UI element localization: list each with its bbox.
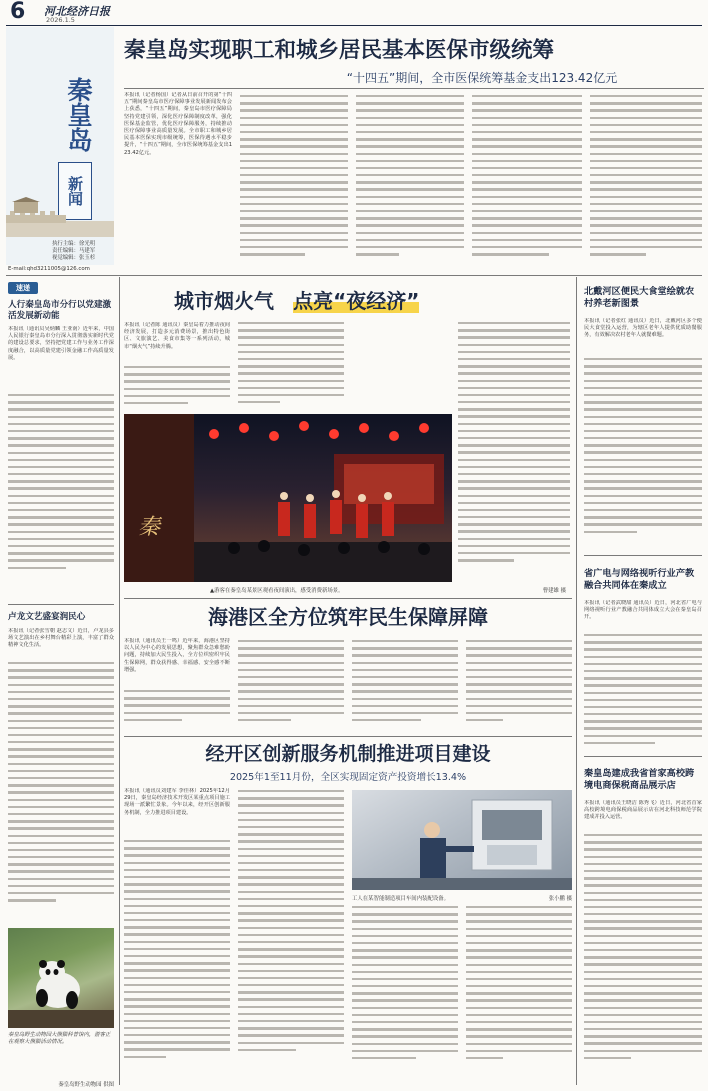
- night-market-credit: 曹建雄 摄: [542, 588, 566, 594]
- brief-1-body: [8, 326, 114, 390]
- feature-headline-plain: 城市烟火气: [174, 289, 274, 313]
- section-category-title: 新闻: [58, 162, 92, 220]
- visual-editor: 视觉编辑：张玉杉: [52, 255, 96, 261]
- paper-name: 河北经济日报: [44, 5, 110, 18]
- haigang-body-cont: [124, 690, 230, 730]
- panda-credit: 秦皇岛野生动物园 供图: [58, 1082, 114, 1088]
- brief-1-body-cont: [8, 394, 114, 584]
- issue-date: 2026.1.5: [46, 16, 75, 24]
- sidebar-story-1-text: 本报讯（记者张红 通讯员）近日，北戴河区多个便民大食堂投入运营，为辖区老年人提供优质助餐服务，有效解决农村老年人就餐难题。: [584, 318, 702, 339]
- night-market-caption: ▲游客在秦皇岛某景区观看夜间演出，感受消费新场景。: [210, 588, 344, 594]
- brief-1-headline: 人行秦皇岛市分行以党建激活发展新动能: [8, 300, 112, 321]
- night-market-photo: [124, 414, 452, 582]
- lead-body-column: [356, 95, 464, 267]
- brief-1-text: 本报讯（通讯员吴炳麟 王亚南）近年来，中国人民银行秦皇岛市分行深入贯彻落实新时代党的建设总要求，坚持把党建工作与业务工作深度融合，以高质量党建引领金融工作高质量发展。: [8, 326, 114, 361]
- factory-photo: [352, 790, 572, 890]
- haigang-body-text: 本报讯（通讯员王一鸣）近年来，海港区坚持以人民为中心的发展思想，聚焦群众急难愁盼问题，持续加大民生投入，全方位织密织牢民生保障网，群众获得感、幸福感、安全感不断增强。: [124, 638, 230, 673]
- haigang-body-column: [238, 640, 344, 730]
- panda-caption: 秦皇岛野生动物园大熊猫科普馆内，游客正在观察大熊猫活动情况。: [8, 1032, 111, 1045]
- haigang-headline: 海港区全方位筑牢民生保障屏障: [208, 605, 488, 629]
- editor-credits: [52, 241, 95, 262]
- haigang-body-column: [466, 640, 572, 730]
- sidebar-story-1-headline: 北戴河区便民大食堂绘就农村养老新图景: [584, 286, 695, 309]
- section-city-title: 秦皇岛: [64, 77, 93, 152]
- feature-body-cont: [124, 366, 230, 412]
- kaifaqu-body-text: 本报讯（通讯员刘建军 李佳林）2025年12月29日，秦皇岛经济技术开发区某重点项目施工现场一派繁忙景象。今年以来，经开区创新服务机制，全力推进项目建设。: [124, 788, 230, 816]
- sidebar-story-3-body: [584, 800, 702, 830]
- lead-body: [124, 92, 232, 270]
- kaifaqu-body-column: [466, 906, 572, 1080]
- kaifaqu-body-column: [238, 790, 344, 1080]
- page-number: 6: [10, 0, 26, 24]
- lead-subheadline: “十四五”期间，全市医保统筹基金支出123.42亿元: [346, 71, 618, 85]
- briefs-label-badge: [8, 282, 38, 294]
- factory-credit: 张小鹏 摄: [548, 896, 572, 902]
- kaifaqu-subheadline: 2025年1至11月份，全区实现固定资产投资增长13.4%: [229, 772, 467, 783]
- masthead: [0, 0, 708, 24]
- sidebar-story-1-body-cont: [584, 358, 702, 550]
- briefs-label: 速递: [16, 284, 30, 292]
- kaifaqu-body: [124, 788, 230, 836]
- city-wall-illustration: [6, 197, 114, 237]
- panda-photo: [8, 928, 114, 1028]
- sidebar-story-3-text: 本报讯（通讯员王晓洁 陈秀飞）近日，河北省首家高校跨境电商保税商品展示店在河北科技师范学院建成并投入运营。: [584, 800, 702, 821]
- sidebar-story-1-body: [584, 318, 702, 354]
- kaifaqu-body-column: [352, 906, 458, 1080]
- night-scene-illustration: [124, 414, 452, 582]
- sidebar-story-2-body: [584, 600, 702, 630]
- lead-body-text: 本报讯（记者杨国）记者从日前召开的第“十四五”期间秦皇岛市医疗保障事业发展新闻发布会上获悉，“十四五”期间，秦皇岛市医疗保障局坚持党建引领，深化医疗保障制度改革，强化医保基金监管，优化医疗保障服务，持续推动医疗保障事业高质量发展。全市职工和城乡居民基本医保实现市级统筹，医保待遇水平稳步提升，“十四五”期间，全市医保统筹基金支出123.42亿元。: [124, 92, 232, 156]
- sidebar-story-3-headline: 秦皇岛建成我省首家高校跨境电商保税商品展示店: [584, 768, 695, 791]
- feature-body-text: 本报讯（记者陈 通讯员）秦皇岛着力推动夜间经济发展，打造多元消费场景，推出特色街区、文旅演艺、美食市集等一系列活动，城市“烟火气”持续升腾。: [124, 322, 230, 350]
- svg-text:秦: 秦: [138, 515, 161, 540]
- feature-body-column: [458, 322, 570, 584]
- lead-body-column: [590, 95, 702, 267]
- responsible-editor: 责任编辑：马建军: [52, 248, 96, 254]
- feature-body: [124, 322, 230, 362]
- factory-illustration: [352, 790, 572, 890]
- feature-headline-highlight: 点亮“夜经济”: [293, 289, 420, 313]
- lead-headline: 秦皇岛实现职工和城乡居民基本医保市级统筹: [124, 38, 555, 63]
- contact-email: E-mail:qhd3211005@126.com: [8, 266, 90, 272]
- lead-body-column: [240, 95, 348, 267]
- haigang-body-column: [352, 640, 458, 730]
- kaifaqu-headline: 经开区创新服务机制推进项目建设: [205, 743, 491, 765]
- sidebar-story-2-body-cont: [584, 634, 702, 754]
- brief-2-text: 本报讯（记者张雪朝 赵志文）近日，卢龙县多场文艺演出在乡村舞台精彩上演，丰富了群众精神文化生活。: [8, 628, 114, 649]
- feature-headline: [124, 285, 572, 317]
- sidebar-story-3-body-cont: [584, 834, 702, 1078]
- feature-body-column: [238, 322, 344, 414]
- brief-2-body: [8, 628, 114, 658]
- executive-editor: 执行主编：徐光明: [52, 241, 96, 247]
- sidebar-story-2-text: 本报讯（记者武晓甜 通讯员）近日，河北省广电与网络视听行业产教融合共同体成立大会在秦皇岛召开。: [584, 600, 702, 621]
- sidebar-story-2-headline: 省广电与网络视听行业产教融合共同体在秦成立: [584, 568, 695, 591]
- panda-illustration: [8, 928, 114, 1028]
- section-panel: [6, 27, 114, 265]
- brief-2-body-cont: [8, 662, 114, 922]
- factory-caption: 工人在某智能制造项目车间内装配设备。: [352, 896, 450, 902]
- brief-2-headline: 卢龙文艺盛宴润民心: [8, 612, 86, 622]
- lead-body-column: [472, 95, 582, 267]
- haigang-body: [124, 638, 230, 686]
- kaifaqu-body-cont: [124, 840, 230, 1080]
